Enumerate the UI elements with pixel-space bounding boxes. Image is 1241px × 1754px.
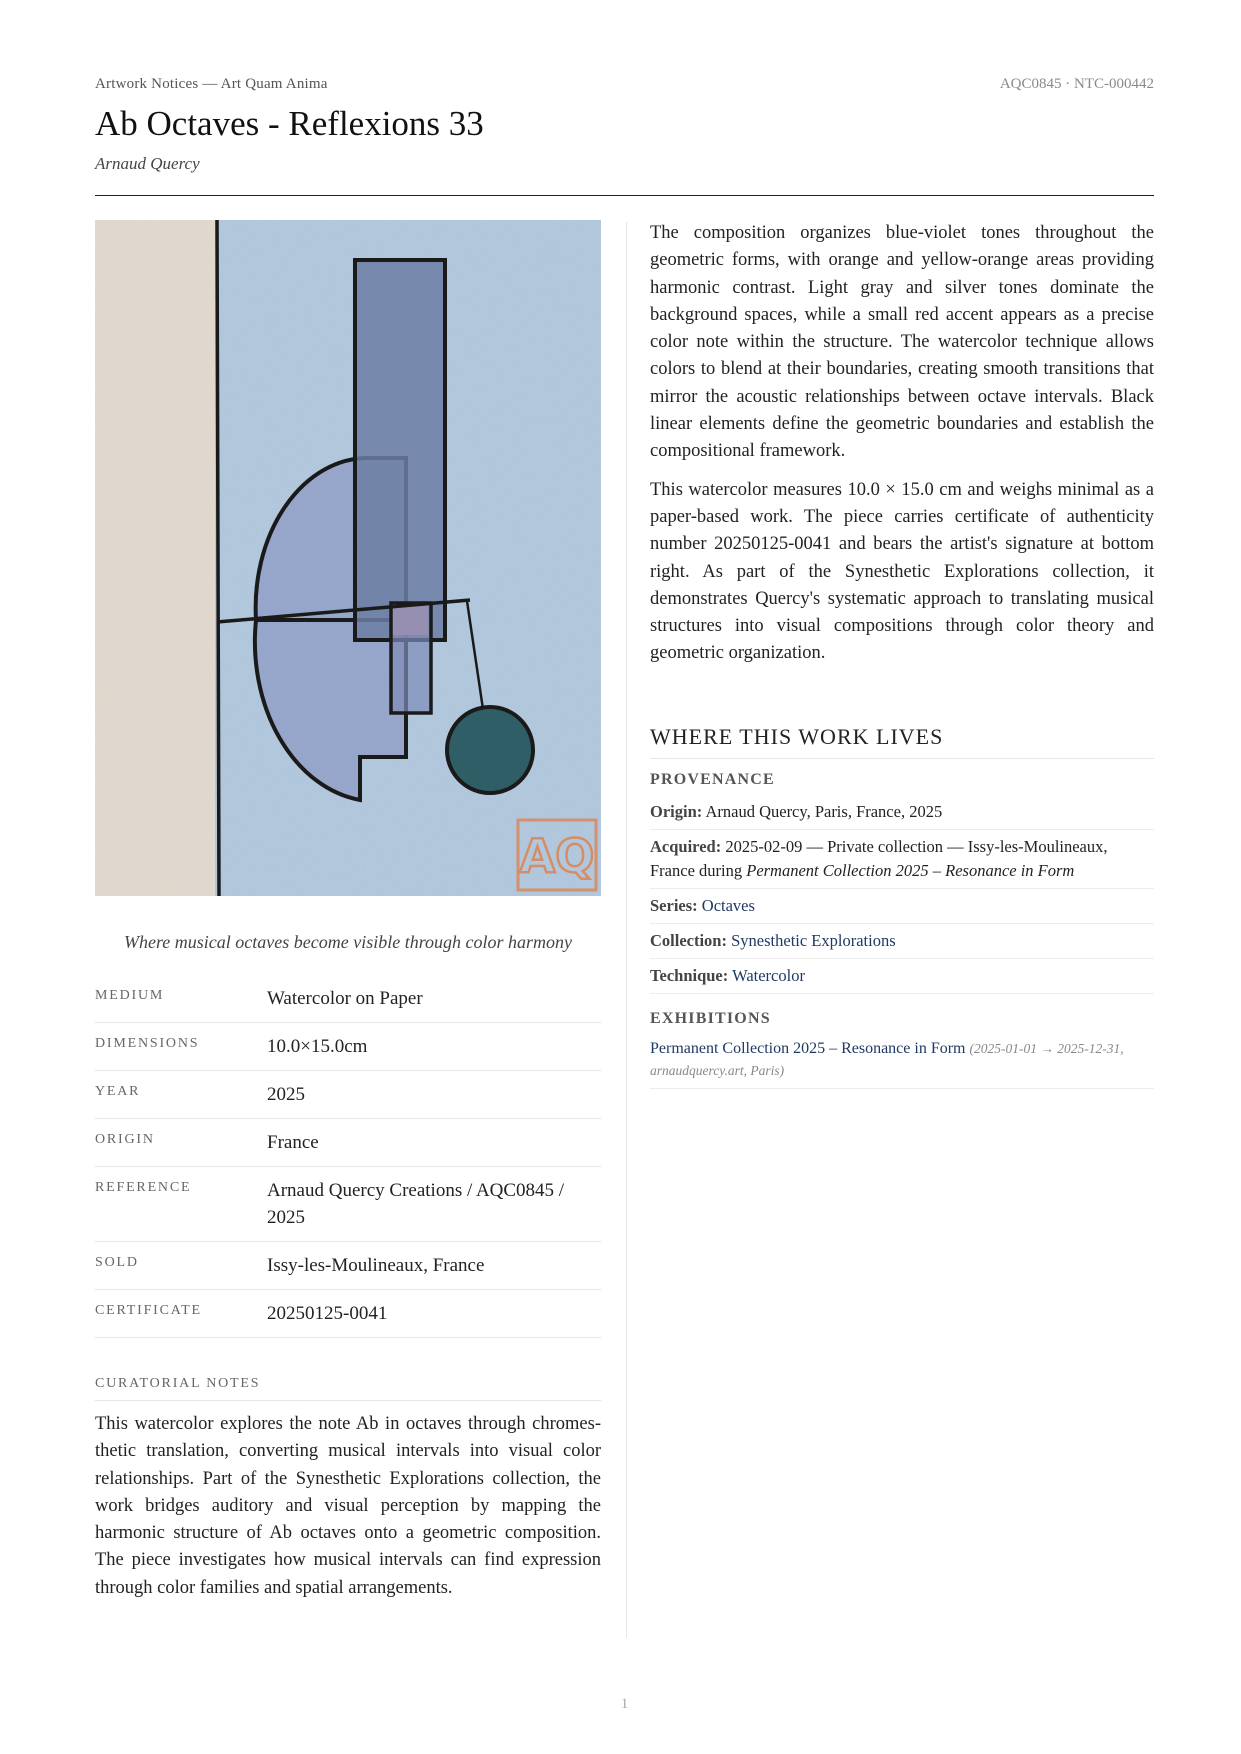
provenance-heading: PROVENANCE — [650, 770, 775, 788]
spec-label: CERTIFICATE — [95, 1303, 202, 1318]
spec-value: 10.0×15.0cm — [267, 1036, 368, 1057]
provenance-acquired — [650, 830, 1154, 889]
provenance-technique — [650, 959, 1154, 994]
spec-row-origin — [95, 1119, 601, 1167]
tall-rectangle-shape — [355, 260, 445, 640]
page-number: 1 — [620, 1696, 629, 1712]
spec-value: 20250125-0041 — [267, 1303, 388, 1324]
exhibition-meta: (2025-01-01 → 2025-12-31, arnaudquercy.art, Paris) — [650, 1040, 1124, 1078]
description-paragraph: The composition organizes blue-violet tones throughout the geometric forms, with orange and yellow-orange areas providing harmonic contrast. Light gray and silver tones dominate the background spaces, while a small red accent appears as a precise color note within the structure. The watercolor technique allows colors to blend at their boundaries, creating smooth transitions that mirror the acoustic relationships between octave intervals. Black linear elements define the geometric boundaries and establish the compositional framework. — [650, 223, 1154, 462]
series-label: Series: — [650, 895, 698, 915]
acquired-label: Acquired: — [650, 836, 722, 856]
spec-label: YEAR — [95, 1084, 141, 1099]
spec-label: REFERENCE — [95, 1180, 192, 1195]
spec-row-dimensions — [95, 1023, 601, 1071]
technique-label: Technique: — [650, 965, 729, 985]
spec-value: 2025 — [267, 1084, 305, 1105]
artwork-caption: Where musical octaves become visible through color harmony — [123, 932, 573, 952]
origin-value: Arnaud Quercy, Paris, France, 2025 — [705, 801, 943, 821]
technique-link[interactable]: Watercolor — [732, 965, 805, 985]
spec-label: ORIGIN — [95, 1132, 155, 1147]
spec-value: Issy-les-Moulineaux, France — [267, 1255, 485, 1276]
exhibition-entry — [650, 1034, 1154, 1089]
spec-label: DIMENSIONS — [95, 1036, 200, 1051]
curatorial-notes-text: This watercolor explores the note Ab in octaves through chromesthetic translation, converting musical intervals into visual color relationships. Part of the Synesthetic Explorations collection, the work bridges auditory and visual perception by mapping the harmonic structure of Ab octaves onto a geometric composition. The piece investigates how musical intervals can find expression through color families and spatial arrangements. — [95, 1414, 601, 1598]
svg-text:AQ: AQ — [519, 829, 595, 883]
specification-table — [95, 975, 601, 1338]
document-reference: AQC0845 · NTC-000442 — [999, 76, 1154, 92]
spec-value: Watercolor on Paper — [267, 988, 423, 1009]
spec-row-certificate — [95, 1290, 601, 1338]
curatorial-notes-heading: CURATORIAL NOTES — [95, 1376, 601, 1401]
collection-label: Collection: — [650, 930, 727, 950]
spec-value: Arnaud Quercy Creations / AQC0845 / 2025 — [267, 1180, 565, 1228]
spec-value: France — [267, 1132, 319, 1153]
collection-link[interactable]: Synesthetic Explorations — [731, 930, 896, 950]
artwork-title: Ab Octaves - Reflexions 33 — [95, 104, 484, 143]
teal-circle-shape — [447, 707, 533, 793]
artist-name: Arnaud Quercy — [95, 154, 200, 173]
acquired-value: 2025-02-09 — Private collection — Issy-les-Moulineaux, France during — [650, 836, 1108, 880]
header-top — [95, 76, 1154, 98]
spec-row-year — [95, 1071, 601, 1119]
provenance-origin — [650, 795, 1154, 830]
spec-row-reference — [95, 1167, 601, 1242]
artwork-image — [95, 220, 601, 896]
vertical-line-left — [217, 220, 219, 896]
series-link[interactable]: Octaves — [701, 895, 755, 915]
series-label: Artwork Notices — Art Quam Anima — [95, 76, 328, 92]
notice-page — [95, 0, 1154, 1754]
small-rectangle-shape — [391, 603, 431, 713]
right-column — [650, 220, 1154, 1089]
provenance-collection — [650, 924, 1154, 959]
spec-label: SOLD — [95, 1255, 139, 1270]
signature-monogram — [518, 820, 596, 890]
header-divider — [95, 195, 1154, 196]
description-paragraph: This watercolor measures 10.0 × 15.0 cm and weighs minimal as a paper-based work. The piece carries certificate of authenticity number 20250125-0041 and bears the artist's signature at bottom right. As part of the Synesthetic Explorations collection, it demonstrates Quercy's systematic approach to translating musical structures into visual compositions through color theory and geometric organization. — [650, 479, 1154, 664]
spec-row-medium — [95, 975, 601, 1023]
column-divider — [626, 222, 627, 1638]
artwork-description — [650, 220, 1154, 668]
spec-label: MEDIUM — [95, 988, 165, 1003]
spec-row-sold — [95, 1242, 601, 1290]
acquired-exhibition: Permanent Collection 2025 – Resonance in Form — [746, 860, 1075, 880]
exhibitions-heading: EXHIBITIONS — [650, 1009, 771, 1027]
provenance-series — [650, 889, 1154, 924]
exhibition-link[interactable]: Permanent Collection 2025 – Resonance in Form — [650, 1039, 966, 1057]
origin-label: Origin: — [650, 801, 703, 821]
where-this-work-lives-heading: WHERE THIS WORK LIVES — [650, 724, 1154, 759]
left-column — [95, 220, 601, 1602]
